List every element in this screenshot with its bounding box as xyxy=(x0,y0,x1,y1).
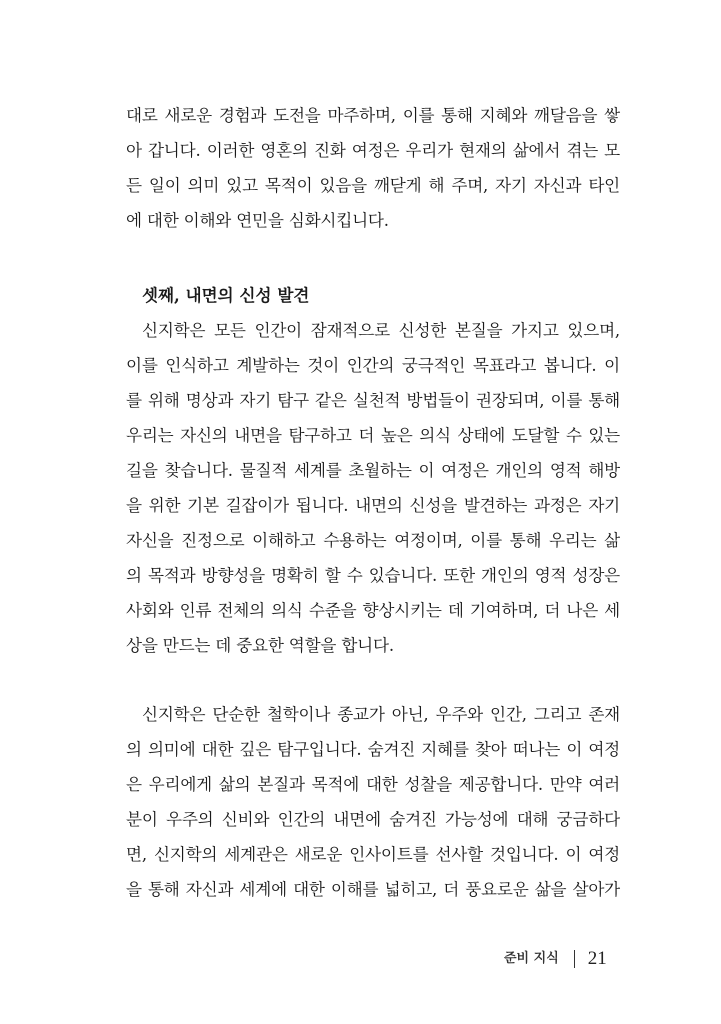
text-line: 은 우리에게 삶의 본질과 목적에 대한 성찰을 제공합니다. 만약 여러 xyxy=(126,775,620,794)
text-line: 든 일이 의미 있고 목적이 있음을 깨닫게 해 주며, 자기 자신과 타인 xyxy=(126,176,620,195)
text-line: 상을 만드는 데 중요한 역할을 합니다. xyxy=(126,636,394,655)
text-line: 대로 새로운 경험과 도전을 마주하며, 이를 통해 지혜와 깨달음을 쌓 xyxy=(126,106,620,125)
text-line: 을 위한 기본 길잡이가 됩니다. 내면의 신성을 발견하는 과정은 자기 xyxy=(126,496,620,515)
text-line: 분이 우주의 신비와 인간의 내면에 숨겨진 가능성에 대해 궁금하다 xyxy=(126,810,620,829)
text-line: 를 위해 명상과 자기 탐구 같은 실천적 방법들이 권장되며, 이를 통해 xyxy=(126,391,620,410)
text-line: 이를 인식하고 계발하는 것이 인간의 궁극적인 목표라고 봅니다. 이 xyxy=(126,356,620,375)
text-line: 우리는 자신의 내면을 탐구하고 더 높은 의식 상태에 도달할 수 있는 xyxy=(126,426,620,445)
footer-divider xyxy=(574,950,575,968)
text-line: 의 의미에 대한 깊은 탐구입니다. 숨겨진 지혜를 찾아 떠나는 이 여정 xyxy=(126,740,620,759)
page-footer xyxy=(504,944,607,974)
section-heading: 셋째, 내면의 신성 발견 xyxy=(142,285,310,305)
text-line: 을 통해 자신과 세계에 대한 이해를 넓히고, 더 풍요로운 삶을 살아가 xyxy=(126,880,620,899)
text-line: 자신을 진정으로 이해하고 수용하는 여정이며, 이를 통해 우리는 삶 xyxy=(126,531,620,550)
paragraph-continued xyxy=(126,98,620,238)
text-line: 신지학은 단순한 철학이나 종교가 아닌, 우주와 인간, 그리고 존재 xyxy=(142,705,620,724)
footer-section-title: 준비 지식 xyxy=(504,951,559,966)
paragraph-inner-divinity xyxy=(126,313,620,663)
text-line: 사회와 인류 전체의 의식 수준을 향상시키는 데 기여하며, 더 나은 세 xyxy=(126,601,620,620)
text-line: 에 대한 이해와 연민을 심화시킵니다. xyxy=(126,211,389,230)
text-line: 길을 찾습니다. 물질적 세계를 초월하는 이 여정은 개인의 영적 해방 xyxy=(126,461,620,480)
text-line: 의 목적과 방향성을 명확히 할 수 있습니다. 또한 개인의 영적 성장은 xyxy=(126,566,620,585)
text-line: 신지학은 모든 인간이 잠재적으로 신성한 본질을 가지고 있으며, xyxy=(142,321,620,340)
paragraph-summary xyxy=(126,697,620,907)
text-line: 아 갑니다. 이러한 영혼의 진화 여정은 우리가 현재의 삶에서 겪는 모 xyxy=(126,141,620,160)
page-number: 21 xyxy=(587,948,607,969)
text-line: 면, 신지학의 세계관은 새로운 인사이트를 선사할 것입니다. 이 여정 xyxy=(126,845,620,864)
